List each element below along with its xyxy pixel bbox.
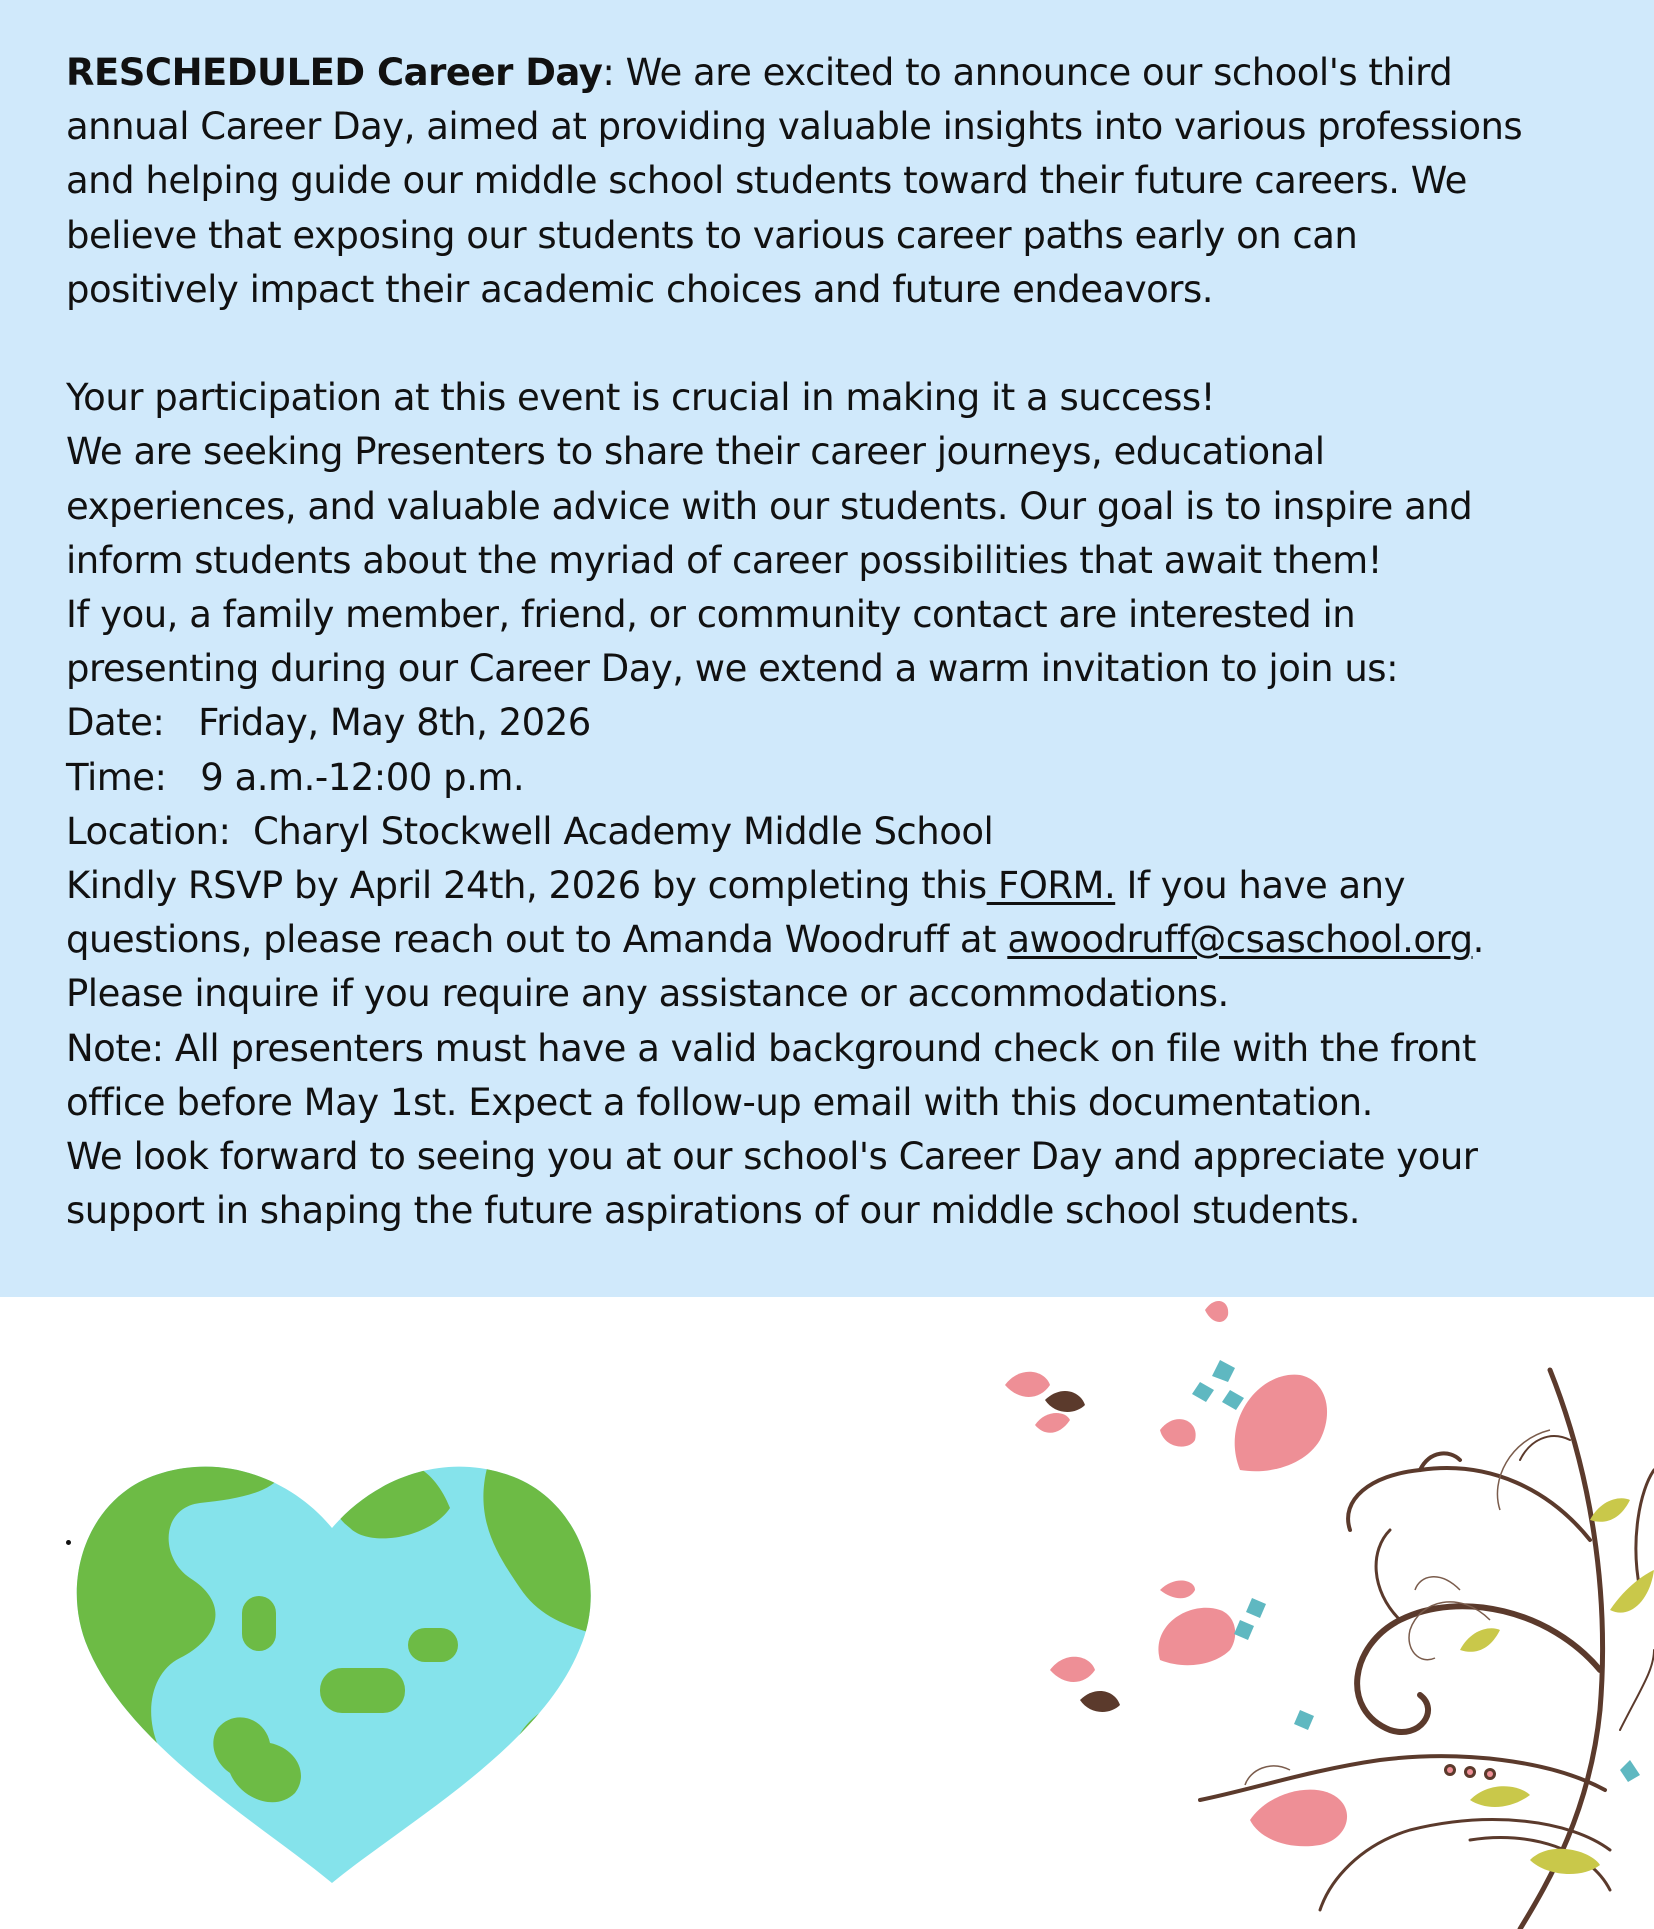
questions-period: .	[1472, 918, 1484, 962]
intro-line-1	[66, 46, 1626, 100]
body-line-3: experiences, and valuable advice with our students. Our goal is to inspire and	[66, 484, 1473, 528]
intro-line-4: believe that exposing our students to various career paths early on can	[66, 213, 1358, 257]
body-line-2: We are seeking Presenters to share their career journeys, educational	[66, 430, 1325, 474]
intro-line-3: and helping guide our middle school students toward their future careers. We	[66, 159, 1467, 203]
rsvp-after-text: If you have any	[1115, 864, 1405, 908]
body-line-6: presenting during our Career Day, we extend a warm invitation to join us:	[66, 647, 1399, 691]
closing-line-1: Please inquire if you require any assistance or accommodations.	[66, 972, 1229, 1016]
event-location: Location: Charyl Stockwell Academy Middle School	[66, 809, 994, 853]
closing-line-5: support in shaping the future aspirations of our middle school students.	[66, 1189, 1360, 1233]
intro-line-2: annual Career Day, aimed at providing valuable insights into various professions	[66, 105, 1523, 149]
body-line-1: Your participation at this event is crucial in making it a success!	[66, 376, 1216, 420]
rsvp-text: Kindly RSVP by April 24th, 2026 by completing this	[66, 864, 987, 908]
event-time: Time: 9 a.m.-12:00 p.m.	[66, 755, 525, 799]
earth-heart-icon	[70, 1428, 600, 1888]
rsvp-form-link[interactable]: FORM.	[986, 864, 1116, 908]
announcement-text	[66, 46, 1626, 1238]
intro-rest: : We are excited to announce our school's third	[602, 51, 1453, 94]
closing-line-3: office before May 1st. Expect a follow-up email with this documentation.	[66, 1080, 1373, 1124]
floral-butterfly-decoration	[990, 1290, 1654, 1929]
email-link[interactable]: awoodruff@csaschool.org	[1007, 918, 1473, 962]
title-bold: RESCHEDULED Career Day	[66, 51, 603, 94]
intro-line-5: positively impact their academic choices and future endeavors.	[66, 267, 1214, 311]
questions-text: questions, please reach out to Amanda Woodruff at	[66, 918, 1008, 962]
questions-line	[66, 913, 1626, 967]
closing-line-4: We look forward to seeing you at our school's Career Day and appreciate your	[66, 1135, 1478, 1179]
closing-line-2: Note: All presenters must have a valid background check on file with the front	[66, 1026, 1476, 1070]
event-date: Date: Friday, May 8th, 2026	[66, 701, 591, 745]
rsvp-line	[66, 859, 1626, 913]
body-line-4: inform students about the myriad of career possibilities that await them!	[66, 538, 1382, 582]
paragraph-spacer	[66, 317, 1626, 371]
body-line-5: If you, a family member, friend, or community contact are interested in	[66, 593, 1356, 637]
